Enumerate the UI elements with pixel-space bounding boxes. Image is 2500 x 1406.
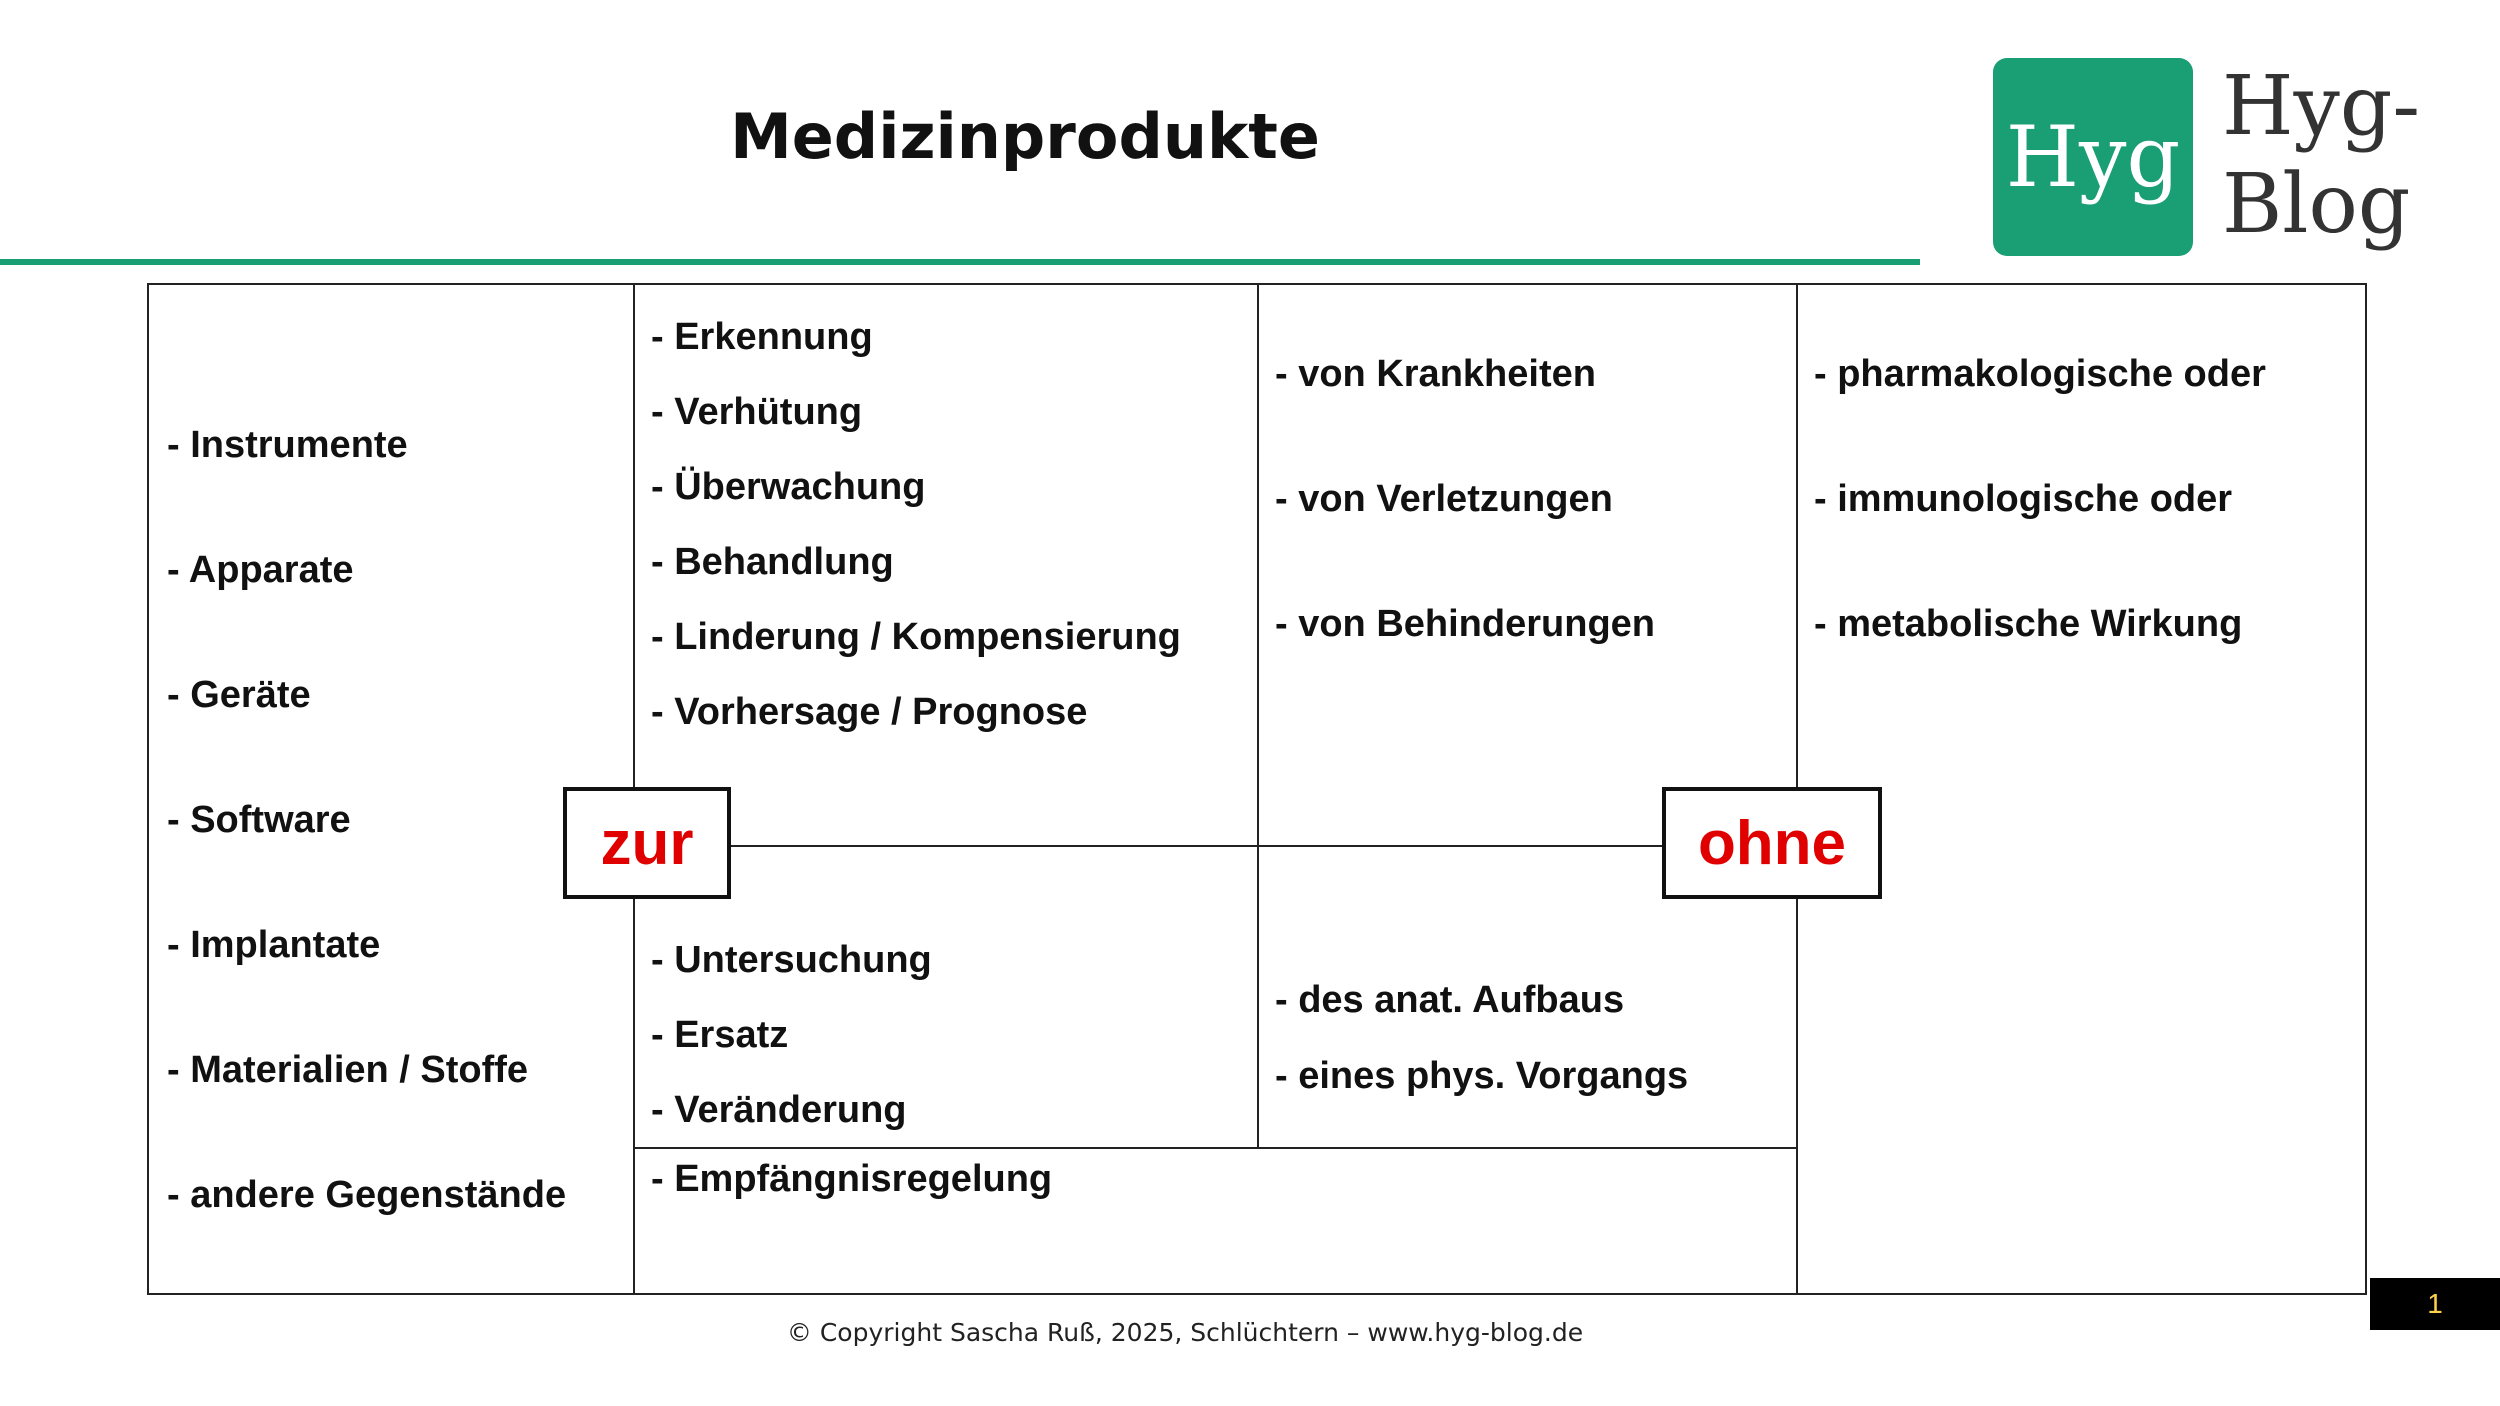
row-divider-bottom (633, 1147, 1798, 1149)
list-item: - immunologische oder (1814, 478, 2233, 520)
zur-label: zur (563, 787, 731, 899)
list-item: - Apparate (167, 549, 354, 591)
list-item: - Veränderung (651, 1089, 907, 1131)
list-item: - Empfängnisregelung (651, 1158, 1053, 1200)
copyright-footer: © Copyright Sascha Ruß, 2025, Schlüchtern – www.hyg-blog.de (786, 1318, 1584, 1347)
list-item: - metabolische Wirkung (1814, 603, 2243, 645)
page-title: Medizinprodukte (730, 100, 1320, 173)
list-item: - Ersatz (651, 1014, 789, 1056)
list-item: - Geräte (167, 674, 311, 716)
list-item: - von Behinderungen (1275, 603, 1655, 645)
list-item: - Implantate (167, 924, 381, 966)
list-item: - eines phys. Vorgangs (1275, 1055, 1689, 1097)
column-divider-2 (1257, 285, 1259, 1147)
list-item: - des anat. Aufbaus (1275, 979, 1625, 1021)
hyg-logo-icon (1993, 58, 2193, 256)
ohne-label: ohne (1662, 787, 1882, 899)
list-item: - Linderung / Kompensierung (651, 616, 1181, 658)
list-item: - Vorhersage / Prognose (651, 691, 1088, 733)
list-item: - von Verletzungen (1275, 478, 1613, 520)
logo-wordmark (2222, 58, 2492, 254)
logo-line-2: Blog (2222, 157, 2411, 252)
list-item: - von Krankheiten (1275, 353, 1596, 395)
list-item: - Instrumente (167, 424, 408, 466)
list-item: - Überwachung (651, 466, 926, 508)
list-item: - andere Gegenstände (167, 1174, 567, 1216)
list-item: - Materialien / Stoffe (167, 1049, 529, 1091)
list-item: - Behandlung (651, 541, 894, 583)
list-item: - Erkennung (651, 316, 873, 358)
list-item: - Untersuchung (651, 939, 932, 981)
logo-line-1: Hyg- (2222, 59, 2421, 154)
logo-mark: Hyg (2005, 108, 2181, 206)
list-item: - pharmakologische oder (1814, 353, 2266, 395)
page-number: 1 (2370, 1278, 2500, 1330)
list-item: - Verhütung (651, 391, 863, 433)
header-divider (0, 259, 1920, 265)
row-divider-middle (633, 845, 1796, 847)
list-item: - Software (167, 799, 351, 841)
definition-table (147, 283, 2367, 1295)
